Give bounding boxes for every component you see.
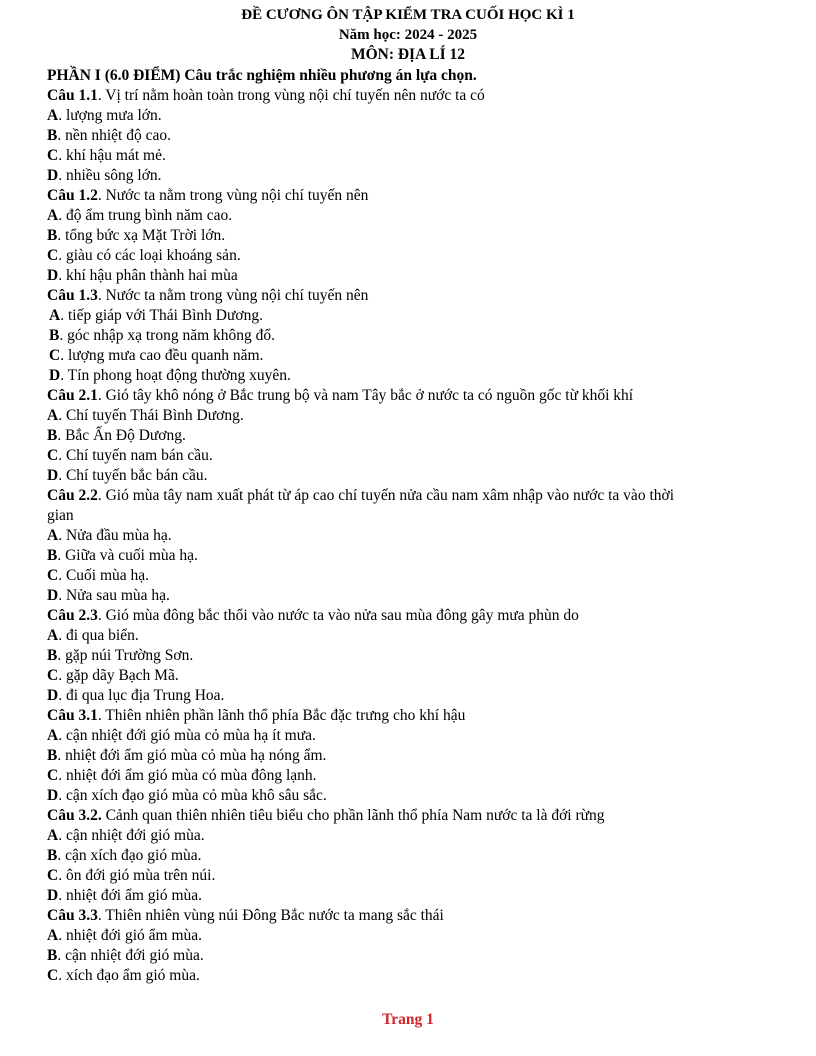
option-a: [47, 626, 767, 646]
option-text: . Nửa sau mùa hạ.: [58, 587, 170, 604]
question-text: Cảnh quan thiên nhiên tiêu biểu cho phần lãnh thổ phía Nam nước ta là đới rừng: [101, 807, 605, 824]
option-text: . Chí tuyến nam bán cầu.: [58, 447, 213, 464]
question-2-3: [47, 606, 767, 706]
question-text: . Nước ta nằm trong vùng nội chí tuyến nên: [97, 187, 369, 204]
question-text: . Gió tây khô nóng ở Bắc trung bộ và nam Tây bắc ở nước ta có nguồn gốc từ khối khí: [97, 387, 634, 404]
option-a: [47, 526, 767, 546]
option-text: . nhiều sông lớn.: [58, 167, 162, 184]
option-letter: D: [47, 267, 59, 284]
page-footer: [0, 1010, 816, 1030]
question-number: Câu 3.3: [47, 907, 98, 924]
section-heading: PHẦN I (6.0 ĐIỂM) Câu trắc nghiệm nhiều phương án lựa chọn.: [47, 67, 477, 84]
option-letter: B: [47, 947, 58, 964]
option-text: . gặp dãy Bạch Mã.: [58, 667, 179, 684]
question-stem: [47, 606, 767, 626]
question-3-3: [47, 906, 767, 986]
question-text: . Nước ta nằm trong vùng nội chí tuyến nên: [97, 287, 369, 304]
option-text: . cận nhiệt đới gió mùa.: [57, 947, 204, 964]
question-number: Câu 3.1: [47, 707, 98, 724]
question-2-1: [47, 386, 767, 486]
question-text: . Gió mùa đông bắc thổi vào nước ta vào nửa sau mùa đông gây mưa phùn do: [97, 607, 579, 624]
option-d: [47, 586, 767, 606]
option-letter: B: [47, 547, 58, 564]
option-text: . khí hậu phân thành hai mùa: [58, 267, 238, 284]
option-text: . lượng mưa cao đều quanh năm.: [60, 347, 264, 364]
option-a: [47, 826, 767, 846]
question-stem: [47, 706, 767, 726]
question-number: Câu 1.2: [47, 187, 98, 204]
question-number: Câu 1.3: [47, 287, 98, 304]
option-text: . cận nhiệt đới gió mùa cỏ mùa hạ ít mưa.: [58, 727, 316, 744]
option-text: . tiếp giáp với Thái Bình Dương.: [60, 307, 263, 324]
option-c: [47, 766, 767, 786]
option-letter: C: [47, 247, 59, 264]
option-letter: A: [49, 307, 61, 324]
question-text: . Gió mùa tây nam xuất phát từ áp cao chí tuyến nửa cầu nam xâm nhập vào nước ta vào thời: [97, 487, 674, 504]
option-b: [47, 326, 767, 346]
option-text: . độ ẩm trung bình năm cao.: [58, 207, 233, 224]
option-letter: C: [47, 767, 59, 784]
option-a: [47, 406, 767, 426]
question-stem: [47, 386, 767, 406]
option-text: . Chí tuyến Thái Bình Dương.: [58, 407, 244, 424]
option-letter: C: [47, 567, 59, 584]
question-stem: [47, 286, 767, 306]
option-c: [47, 146, 767, 166]
option-text: . đi qua biển.: [58, 627, 139, 644]
option-text: . cận xích đạo gió mùa.: [57, 847, 202, 864]
option-text: . giàu có các loại khoáng sản.: [58, 247, 241, 264]
option-letter: D: [49, 367, 61, 384]
option-letter: C: [49, 347, 61, 364]
option-text: . nhiệt đới ẩm gió mùa có mùa đông lạnh.: [58, 767, 317, 784]
question-number: Câu 2.1: [47, 387, 98, 404]
option-text: . Bắc Ấn Độ Dương.: [57, 427, 186, 444]
option-b: [47, 546, 767, 566]
option-letter: D: [47, 787, 59, 804]
option-a: [47, 106, 767, 126]
option-d: [47, 266, 767, 286]
option-d: [47, 166, 767, 186]
option-letter: A: [47, 107, 59, 124]
question-number: Câu 2.3: [47, 607, 98, 624]
question-stem: [47, 186, 767, 206]
option-letter: C: [47, 967, 59, 984]
option-d: [47, 786, 767, 806]
option-text: . khí hậu mát mẻ.: [58, 147, 166, 164]
option-letter: B: [47, 847, 58, 864]
option-letter: C: [47, 867, 59, 884]
option-letter: B: [47, 427, 58, 444]
option-text: . lượng mưa lớn.: [58, 107, 162, 124]
option-letter: D: [47, 887, 59, 904]
option-a: [47, 926, 767, 946]
option-text: . gặp núi Trường Sơn.: [57, 647, 194, 664]
option-c: [47, 346, 767, 366]
option-text: . cận xích đạo gió mùa cỏ mùa khô sâu sắc.: [58, 787, 327, 804]
option-c: [47, 246, 767, 266]
option-letter: A: [47, 727, 59, 744]
question-3-1: [47, 706, 767, 806]
option-b: [47, 126, 767, 146]
question-1-1: [47, 86, 767, 186]
option-text: . Nửa đầu mùa hạ.: [58, 527, 172, 544]
option-text: . nhiệt đới ẩm gió mùa cỏ mùa hạ nóng ẩm.: [57, 747, 327, 764]
question-1-2: [47, 186, 767, 286]
option-letter: A: [47, 927, 59, 944]
option-letter: A: [47, 207, 59, 224]
question-1-3: [47, 286, 767, 386]
option-c: [47, 866, 767, 886]
option-letter: B: [47, 747, 58, 764]
option-c: [47, 566, 767, 586]
question-3-2: [47, 806, 767, 906]
option-text: . đi qua lục địa Trung Hoa.: [58, 687, 225, 704]
option-text: . tổng bức xạ Mặt Trời lớn.: [57, 227, 226, 244]
option-text: . cận nhiệt đới gió mùa.: [58, 827, 205, 844]
question-text: . Thiên nhiên vùng núi Đông Bắc nước ta mang sắc thái: [97, 907, 444, 924]
option-letter: C: [47, 147, 59, 164]
option-text: . Tín phong hoạt động thường xuyên.: [60, 367, 291, 384]
option-letter: D: [47, 587, 59, 604]
option-c: [47, 966, 767, 986]
option-b: [47, 746, 767, 766]
document-header: [0, 6, 816, 65]
document-title: ĐỀ CƯƠNG ÔN TẬP KIỂM TRA CUỐI HỌC KÌ 1: [241, 7, 575, 23]
option-text: . Cuối mùa hạ.: [58, 567, 150, 584]
option-letter: A: [47, 407, 59, 424]
option-letter: C: [47, 667, 59, 684]
option-b: [47, 226, 767, 246]
question-stem: [47, 906, 767, 926]
option-letter: B: [47, 227, 58, 244]
question-stem: [47, 806, 767, 826]
option-text: . nhiệt đới ẩm gió mùa.: [58, 887, 203, 904]
option-letter: A: [47, 627, 59, 644]
question-stem: [47, 86, 767, 106]
option-b: [47, 646, 767, 666]
option-text: . nhiệt đới gió ẩm mùa.: [58, 927, 203, 944]
option-letter: A: [47, 827, 59, 844]
option-text: . góc nhập xạ trong năm không đổ.: [59, 327, 276, 344]
option-text: . Chí tuyến bắc bán cầu.: [58, 467, 208, 484]
option-text: . ôn đới gió mùa trên núi.: [58, 867, 216, 884]
option-letter: C: [47, 447, 59, 464]
question-2-2: [47, 486, 767, 606]
subject-title: MÔN: ĐỊA LÍ 12: [350, 46, 466, 63]
question-number: Câu 3.2.: [47, 807, 102, 824]
option-c: [47, 446, 767, 466]
question-stem-continued: gian: [47, 507, 74, 524]
option-letter: A: [47, 527, 59, 544]
option-b: [47, 846, 767, 866]
option-b: [47, 946, 767, 966]
option-a: [47, 726, 767, 746]
option-d: [47, 686, 767, 706]
option-a: [47, 206, 767, 226]
option-c: [47, 666, 767, 686]
option-letter: B: [47, 127, 58, 144]
option-text: . Giữa và cuối mùa hạ.: [57, 547, 198, 564]
question-text: . Vị trí nằm hoàn toàn trong vùng nội chí tuyến nên nước ta có: [97, 87, 485, 104]
option-letter: D: [47, 467, 59, 484]
question-stem: [47, 486, 767, 506]
document-body: [47, 66, 767, 986]
option-d: [47, 886, 767, 906]
school-year: Năm học: 2024 - 2025: [338, 26, 478, 43]
option-a: [47, 306, 767, 326]
question-number: Câu 1.1: [47, 87, 98, 104]
option-text: . xích đạo ẩm gió mùa.: [58, 967, 200, 984]
option-d: [47, 466, 767, 486]
option-letter: D: [47, 687, 59, 704]
option-b: [47, 426, 767, 446]
option-letter: B: [47, 647, 58, 664]
page-number: Trang 1: [382, 1011, 434, 1028]
question-number: Câu 2.2: [47, 487, 98, 504]
question-text: . Thiên nhiên phần lãnh thổ phía Bắc đặc trưng cho khí hậu: [97, 707, 466, 724]
option-text: . nền nhiệt độ cao.: [57, 127, 171, 144]
option-letter: B: [49, 327, 60, 344]
option-d: [47, 366, 767, 386]
option-letter: D: [47, 167, 59, 184]
